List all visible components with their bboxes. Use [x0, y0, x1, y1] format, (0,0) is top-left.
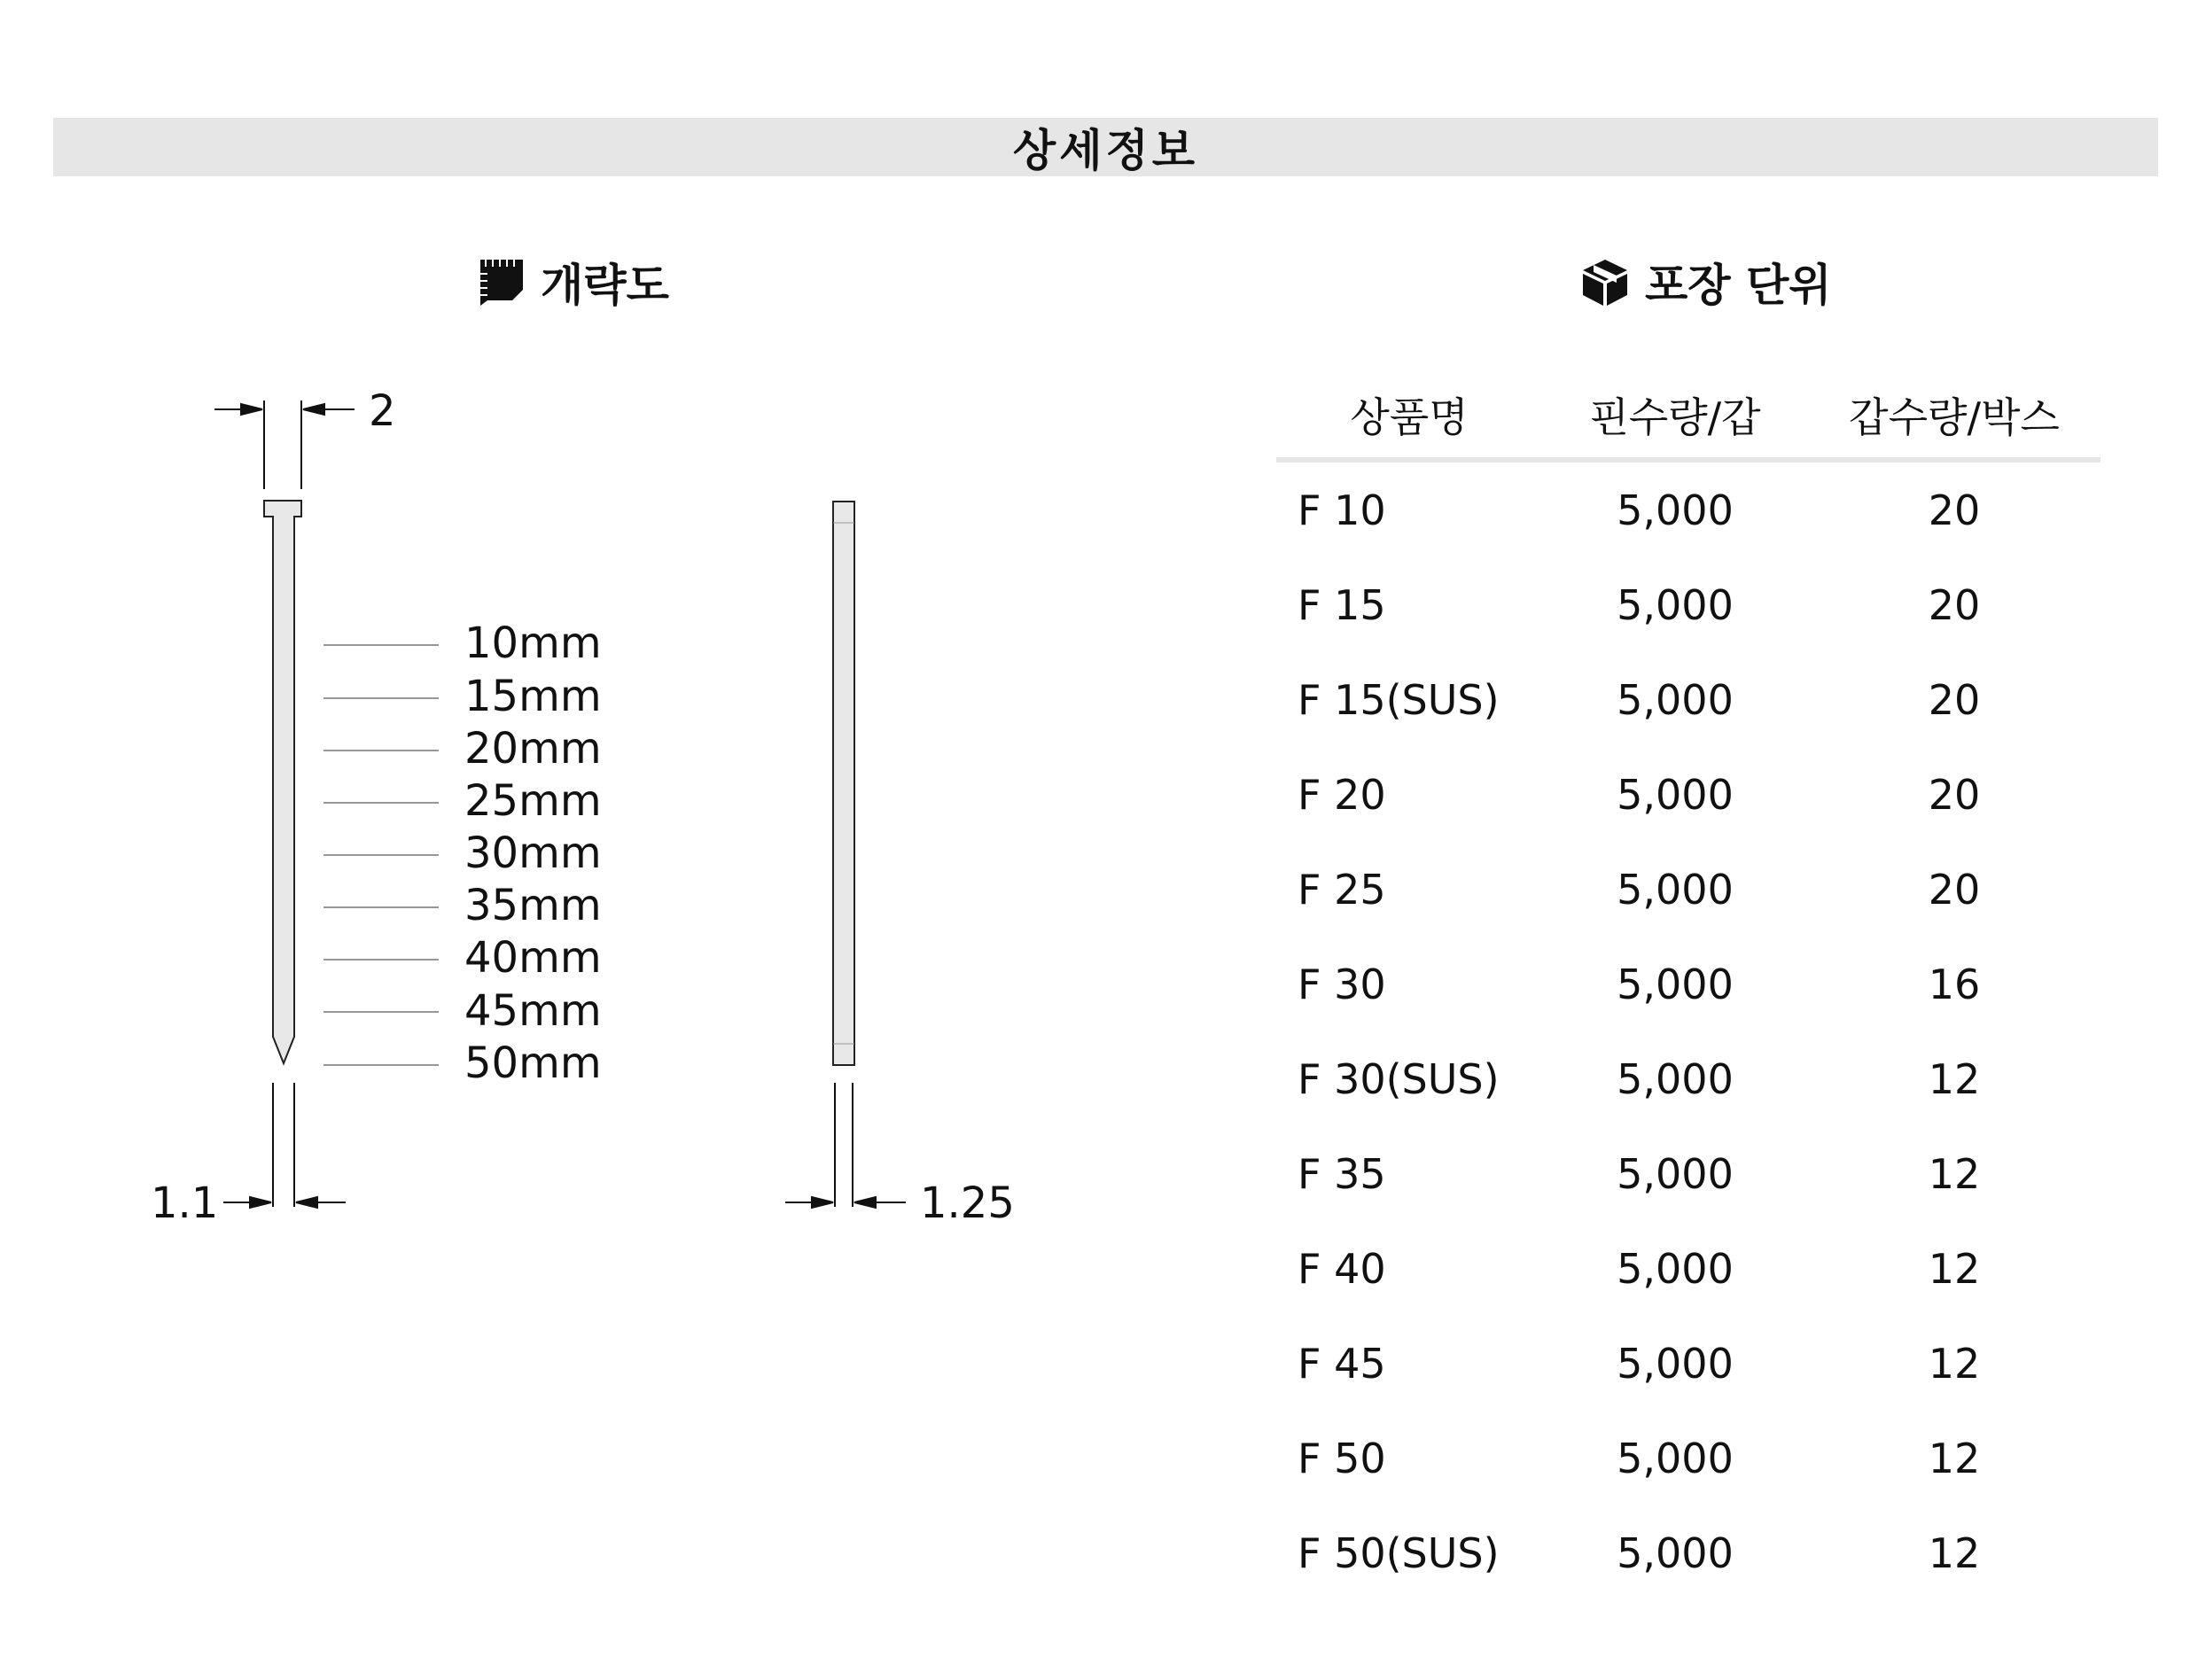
table-row [1276, 1221, 2101, 1316]
diagram-section-label: 개략도 [541, 260, 669, 311]
cell-product-name: F 35 [1298, 1149, 1386, 1198]
cell-pins-per-pack: 5,000 [1617, 1434, 1734, 1482]
cell-pins-per-pack: 5,000 [1617, 865, 1734, 914]
cell-pins-per-pack: 5,000 [1617, 1528, 1734, 1577]
table-row [1276, 1031, 2101, 1126]
cell-product-name: F 20 [1298, 770, 1386, 819]
cell-pins-per-pack: 5,000 [1617, 770, 1734, 819]
cell-product-name: F 50 [1298, 1434, 1386, 1482]
table-row [1276, 1505, 2101, 1600]
cell-packs-per-box: 12 [1928, 1528, 1981, 1577]
cell-pins-per-pack: 5,000 [1617, 1054, 1734, 1103]
length-label: 50mm [464, 1038, 602, 1088]
cell-packs-per-box: 20 [1928, 486, 1981, 534]
cell-pins-per-pack: 5,000 [1617, 675, 1734, 724]
shank-width-label: 1.1 [151, 1178, 219, 1228]
table-row [1276, 463, 2101, 557]
table-row [1276, 1126, 2101, 1221]
box-icon [1579, 256, 1631, 307]
nail-side-view [833, 502, 854, 1065]
table-row [1276, 937, 2101, 1031]
header-pins-per-pack: 핀수량/갑 [1589, 393, 1761, 441]
cell-pins-per-pack: 5,000 [1617, 1244, 1734, 1293]
length-label: 20mm [464, 724, 602, 774]
cell-product-name: F 25 [1298, 865, 1386, 914]
cell-product-name: F 15(SUS) [1298, 675, 1500, 724]
nail-front-view [264, 501, 301, 1063]
table-row [1276, 747, 2101, 842]
cell-pins-per-pack: 5,000 [1617, 960, 1734, 1008]
cell-packs-per-box: 12 [1928, 1244, 1981, 1293]
cell-pins-per-pack: 5,000 [1617, 1149, 1734, 1198]
cell-packs-per-box: 20 [1928, 580, 1981, 629]
length-label: 35mm [464, 881, 602, 930]
cell-packs-per-box: 16 [1928, 960, 1981, 1008]
packaging-table [1276, 372, 2101, 1600]
packaging-section-title [1579, 251, 1832, 313]
cell-product-name: F 30 [1298, 960, 1386, 1008]
length-label: 30mm [464, 828, 602, 878]
table-body [1276, 463, 2101, 1600]
cell-packs-per-box: 12 [1928, 1339, 1981, 1388]
head-width-label: 2 [369, 386, 396, 436]
cell-product-name: F 10 [1298, 486, 1386, 534]
cell-product-name: F 45 [1298, 1339, 1386, 1388]
cell-packs-per-box: 12 [1928, 1434, 1981, 1482]
cell-product-name: F 30(SUS) [1298, 1054, 1500, 1103]
table-row [1276, 557, 2101, 652]
table-row [1276, 652, 2101, 747]
cell-packs-per-box: 12 [1928, 1149, 1981, 1198]
length-label: 15mm [464, 672, 602, 721]
cell-pins-per-pack: 5,000 [1617, 486, 1734, 534]
cell-pins-per-pack: 5,000 [1617, 580, 1734, 629]
table-row [1276, 1411, 2101, 1505]
cell-product-name: F 40 [1298, 1244, 1386, 1293]
length-label: 25mm [464, 776, 602, 826]
cell-pins-per-pack: 5,000 [1617, 1339, 1734, 1388]
cell-packs-per-box: 20 [1928, 770, 1981, 819]
cell-product-name: F 15 [1298, 580, 1386, 629]
cell-packs-per-box: 20 [1928, 865, 1981, 914]
length-label: 40mm [464, 933, 602, 983]
cell-packs-per-box: 20 [1928, 675, 1981, 724]
side-width-label: 1.25 [920, 1178, 1015, 1228]
packaging-section-label: 포장 단위 [1645, 260, 1832, 311]
table-row [1276, 1316, 2101, 1411]
header-product-name: 상품명 [1350, 393, 1469, 441]
header-packs-per-box: 갑수량/박스 [1849, 393, 2060, 441]
cell-packs-per-box: 12 [1928, 1054, 1981, 1103]
table-row [1276, 842, 2101, 937]
table-header [1276, 372, 2101, 463]
cell-product-name: F 50(SUS) [1298, 1528, 1500, 1577]
length-lines [323, 645, 439, 1065]
length-label: 10mm [464, 618, 602, 668]
length-label: 45mm [464, 986, 602, 1036]
page-title: 상세정보 [1012, 125, 1199, 176]
